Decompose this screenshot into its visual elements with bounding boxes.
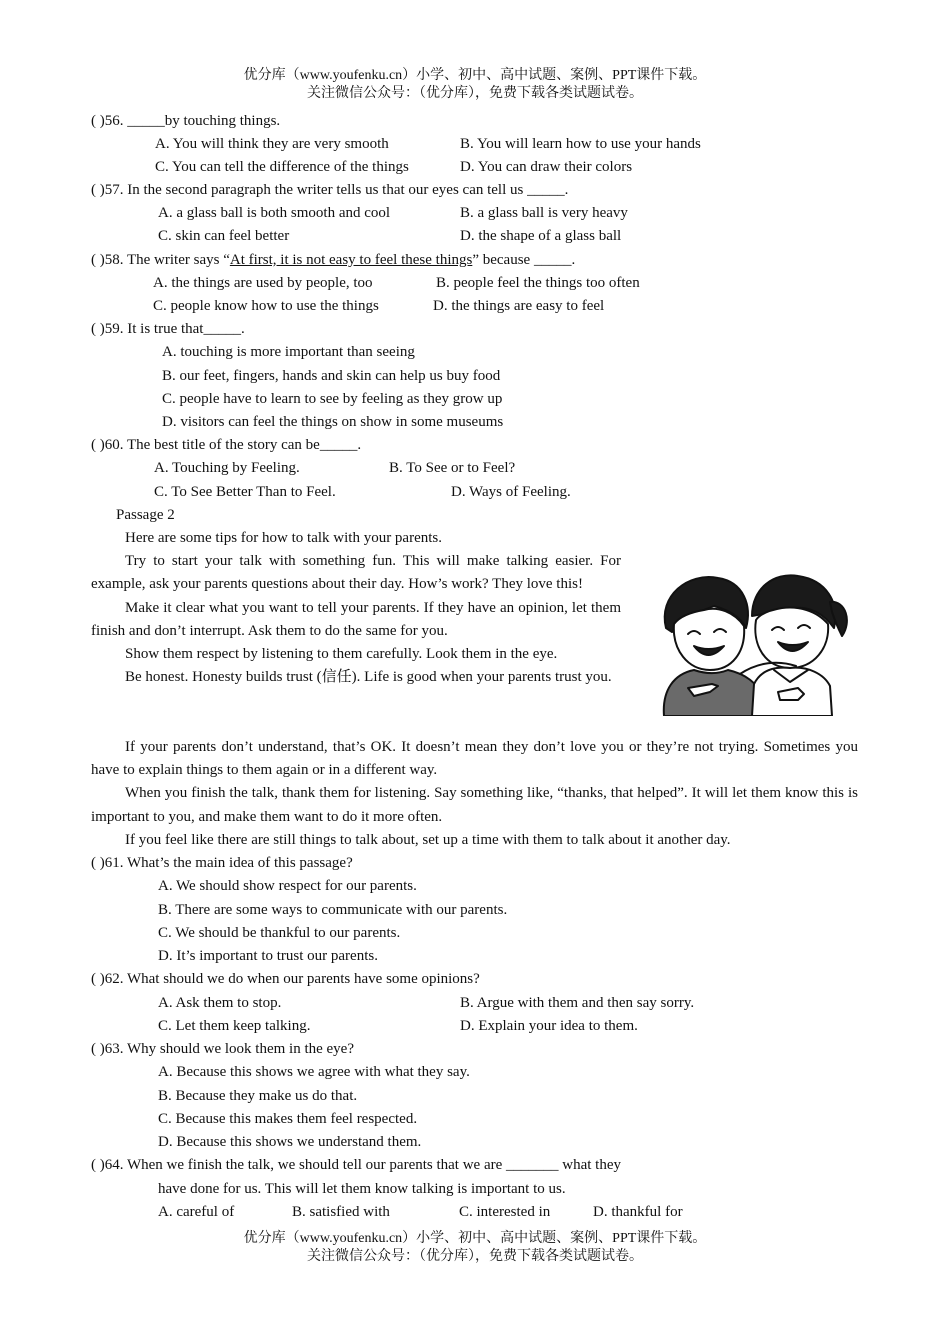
question-63-option-d: D. Because this shows we understand them. bbox=[158, 1134, 422, 1150]
question-61-option-d: D. It’s important to trust our parents. bbox=[158, 948, 378, 964]
passage-2-paragraph-6: If your parents don’t understand, that’s OK. It doesn’t mean they don’t love you or they’re not trying. Sometimes you have to explain things to them again or in a different way. bbox=[91, 739, 858, 779]
question-62-option-d: D. Explain your idea to them. bbox=[460, 1018, 638, 1034]
question-57-option-c: C. skin can feel better bbox=[158, 228, 290, 244]
question-58-option-d: D. the things are easy to feel bbox=[433, 298, 605, 314]
question-61-stem: ( )61. What’s the main idea of this passage? bbox=[91, 855, 353, 871]
question-56-option-d: D. You can draw their colors bbox=[460, 159, 633, 175]
question-56-option-b: B. You will learn how to use your hands bbox=[460, 136, 701, 152]
question-61-option-b: B. There are some ways to communicate with our parents. bbox=[158, 902, 508, 918]
question-56-stem: ( )56. _____by touching things. bbox=[91, 113, 281, 129]
question-58-stem-post: ” because _____. bbox=[472, 252, 576, 268]
question-58-option-b: B. people feel the things too often bbox=[436, 275, 640, 291]
question-62-option-a: A. Ask them to stop. bbox=[158, 995, 282, 1011]
question-57-option-b: B. a glass ball is very heavy bbox=[460, 205, 628, 221]
question-62-option-b: B. Argue with them and then say sorry. bbox=[460, 995, 695, 1011]
question-64-stem: ( )64. When we finish the talk, we should tell our parents that we are _______ what they bbox=[91, 1157, 622, 1173]
question-60-option-d: D. Ways of Feeling. bbox=[451, 484, 571, 500]
question-60-option-a: A. Touching by Feeling. bbox=[154, 460, 300, 476]
question-59-option-d: D. visitors can feel the things on show in some museums bbox=[162, 414, 504, 430]
header-line-2: 关注微信公众号：（优分库），免费下载各类试题试卷。 bbox=[307, 86, 643, 101]
footer-line-1: 优分库（www.youfenku.cn）小学、初中、高中试题、案例、PPT课件下载。 bbox=[243, 1231, 707, 1246]
question-59-stem: ( )59. It is true that_____. bbox=[91, 321, 245, 337]
question-63-option-c: C. Because this makes them feel respected. bbox=[158, 1111, 418, 1127]
question-64-option-c: C. interested in bbox=[459, 1204, 551, 1220]
question-59-option-a: A. touching is more important than seeing bbox=[162, 344, 415, 360]
question-60-option-b: B. To See or to Feel? bbox=[389, 460, 516, 476]
passage-2-paragraph-1: Here are some tips for how to talk with your parents. bbox=[125, 530, 442, 546]
question-58-quoted-sentence: At first, it is not easy to feel these things bbox=[229, 252, 473, 268]
question-59-option-b: B. our feet, fingers, hands and skin can help us buy food bbox=[162, 368, 501, 384]
passage-2-text-full bbox=[91, 736, 858, 852]
passage-2-paragraph-2: Try to start your talk with something fun. This will make talking easier. For example, ask your parents questions about their day. How’s work? They love this! bbox=[91, 553, 621, 593]
passage-2-paragraph-3: Make it clear what you want to tell your parents. If they have an opinion, let them finish and don’t interrupt. Ask them to do the same for you. bbox=[91, 599, 621, 639]
question-64-stem-continued: have done for us. This will let them know talking is important to us. bbox=[158, 1181, 566, 1197]
question-57-option-a: A. a glass ball is both smooth and cool bbox=[158, 205, 391, 221]
question-64-option-b: B. satisfied with bbox=[292, 1204, 390, 1220]
question-64-option-a: A. careful of bbox=[158, 1204, 235, 1220]
question-64-option-d: D. thankful for bbox=[593, 1204, 683, 1220]
question-63-stem: ( )63. Why should we look them in the eye? bbox=[91, 1041, 354, 1057]
question-60-stem: ( )60. The best title of the story can be_____. bbox=[91, 437, 362, 453]
question-60-option-c: C. To See Better Than to Feel. bbox=[154, 484, 336, 500]
passage-2-paragraph-8: If you feel like there are still things to talk about, set up a time with them to talk about it another day. bbox=[125, 831, 731, 848]
question-58-stem-pre: ( )58. The writer says “ bbox=[91, 252, 230, 268]
passage-2-title: Passage 2 bbox=[116, 507, 175, 523]
two-girls-illustration bbox=[648, 566, 848, 716]
question-63-option-a: A. Because this shows we agree with what they say. bbox=[158, 1064, 470, 1080]
header-line-1: 优分库（www.youfenku.cn）小学、初中、高中试题、案例、PPT课件下载。 bbox=[243, 68, 707, 83]
question-58-stem bbox=[91, 250, 575, 270]
question-63-option-b: B. Because they make us do that. bbox=[158, 1088, 358, 1104]
question-59-option-c: C. people have to learn to see by feeling as they grow up bbox=[162, 391, 503, 407]
question-57-stem: ( )57. In the second paragraph the writer tells us that our eyes can tell us _____. bbox=[91, 182, 569, 198]
question-56-option-a: A. You will think they are very smooth bbox=[155, 136, 389, 152]
passage-2-text-left bbox=[91, 527, 621, 689]
footer-line-2: 关注微信公众号：（优分库），免费下载各类试题试卷。 bbox=[307, 1249, 643, 1264]
question-58-option-c: C. people know how to use the things bbox=[153, 298, 379, 314]
question-62-stem: ( )62. What should we do when our parents have some opinions? bbox=[91, 971, 480, 987]
question-56-option-c: C. You can tell the difference of the things bbox=[155, 159, 409, 175]
question-62-option-c: C. Let them keep talking. bbox=[158, 1018, 311, 1034]
passage-2-paragraph-7: When you finish the talk, thank them for listening. Say something like, “thanks, that helped”. It will let them know this is important to you, and make them want to do it more often. bbox=[91, 785, 858, 825]
question-61-option-a: A. We should show respect for our parents. bbox=[158, 878, 417, 894]
passage-2-paragraph-5: Be honest. Honesty builds trust (信任). Life is good when your parents trust you. bbox=[125, 669, 612, 686]
question-61-option-c: C. We should be thankful to our parents. bbox=[158, 925, 401, 941]
passage-2-paragraph-4: Show them respect by listening to them carefully. Look them in the eye. bbox=[125, 646, 558, 663]
question-58-option-a: A. the things are used by people, too bbox=[153, 275, 373, 291]
question-57-option-d: D. the shape of a glass ball bbox=[460, 228, 622, 244]
